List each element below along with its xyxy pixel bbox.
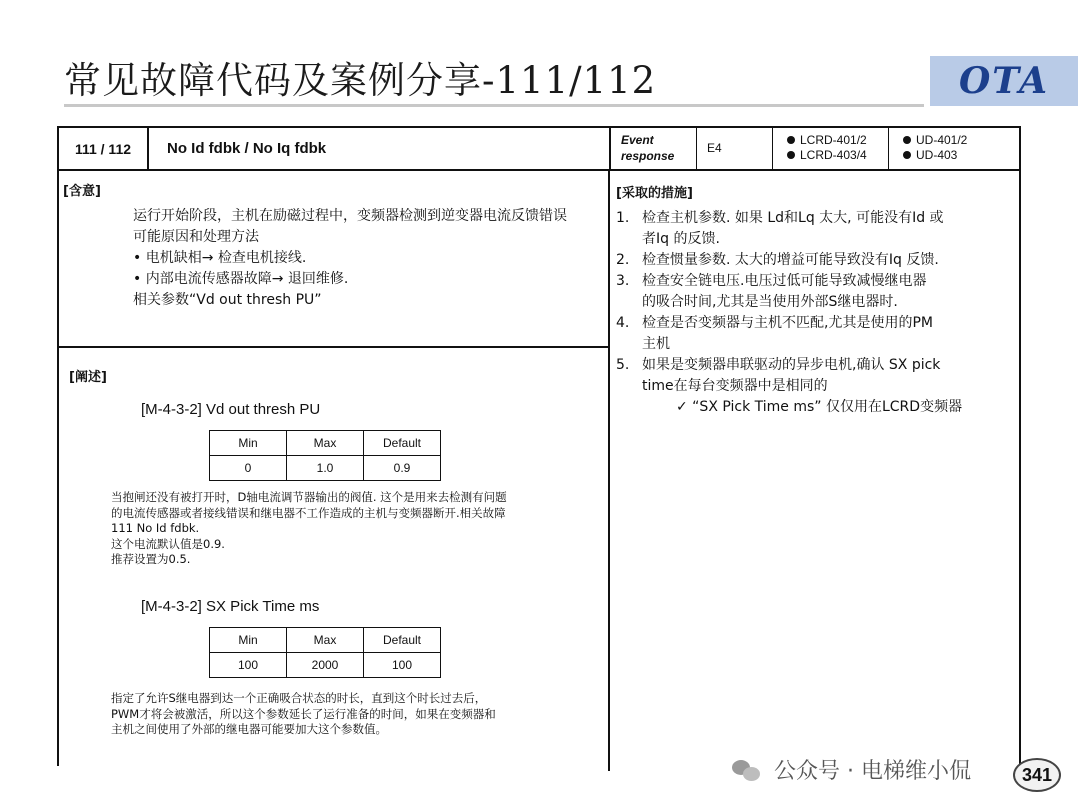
actions-label: [采取的措施] xyxy=(616,186,693,201)
explain-label: [阐述] xyxy=(69,370,107,385)
section-divider xyxy=(59,346,610,348)
meaning-line: 相关参数“Vd out thresh PU” xyxy=(133,292,322,308)
table-cell: 0 xyxy=(210,456,287,481)
table-cell: Min xyxy=(210,431,287,456)
column-divider xyxy=(608,171,610,771)
wechat-icon xyxy=(732,758,762,782)
bullet-icon xyxy=(903,151,911,159)
note-line: 111 No Id fdbk. xyxy=(111,521,200,535)
note-line: 主机之间使用了外部的继电器可能要加大这个参数值。 xyxy=(111,722,387,736)
page-number: 341 xyxy=(1013,758,1061,792)
fault-sheet xyxy=(57,126,1021,766)
bullet-icon xyxy=(903,136,911,144)
table-header-row xyxy=(210,431,441,456)
action-subnote: ✓ “SX Pick Time ms” 仅仅用在LCRD变频器 xyxy=(676,399,963,415)
list-item: 2. 检查惯量参数. 太大的增益可能导致没有Iq 反馈. xyxy=(616,250,1016,271)
param1-title: [M-4-3-2] Vd out thresh PU xyxy=(141,401,321,418)
meaning-line: • 电机缺相→ 检查电机接线. xyxy=(133,250,307,266)
item-number: 3. xyxy=(616,273,630,289)
table-cell: 0.9 xyxy=(364,456,441,481)
fault-header-row xyxy=(59,128,1019,171)
actions-list xyxy=(616,208,1016,418)
table-cell: 100 xyxy=(210,653,287,678)
list-item: 1. 检查主机参数. 如果 Ld和Lq 太大, 可能没有Id 或 者Iq 的反馈. xyxy=(616,208,1016,250)
note-line: 指定了允许S继电器到达一个正确吸合状态的时长，直到这个时长过去后， xyxy=(111,691,487,705)
lcrd-models xyxy=(773,128,889,169)
ota-logo xyxy=(930,56,1078,106)
meaning-line: • 内部电流传感器故障→ 退回维修. xyxy=(133,271,349,287)
bullet-icon xyxy=(787,136,795,144)
item-number: 5. xyxy=(616,357,630,373)
event-label-line1: Event xyxy=(621,133,654,147)
table-row xyxy=(210,456,441,481)
watermark-text: 公众号 · 电梯维小侃 xyxy=(774,759,971,784)
table-cell: Default xyxy=(364,431,441,456)
note-line: 的电流传感器或者接线错误和继电器不工作造成的主机与变频器断开.相关故障 xyxy=(111,505,506,520)
note-line: 推荐设置为0.5. xyxy=(111,552,191,566)
table-cell: Max xyxy=(287,628,364,653)
fault-name: No Id fdbk / No Iq fdbk xyxy=(167,140,327,157)
meaning-label: [含意] xyxy=(63,184,101,199)
list-item: 5. 如果是变频器串联驱动的异步电机,确认 SX pick time在每台变频器中是相同的 xyxy=(616,355,1016,397)
param2-title: [M-4-3-2] SX Pick Time ms xyxy=(141,598,320,615)
param2-note xyxy=(111,691,591,738)
table-cell: Min xyxy=(210,628,287,653)
title-underline xyxy=(64,104,924,107)
table-cell: Default xyxy=(364,628,441,653)
item-number: 2. xyxy=(616,252,630,268)
event-response-label xyxy=(609,128,697,169)
note-line: 这个电流默认值是0.9. xyxy=(111,536,225,551)
table-header-row xyxy=(210,628,441,653)
table-cell: Max xyxy=(287,431,364,456)
param1-note xyxy=(111,490,591,568)
event-response-value: E4 xyxy=(697,128,773,169)
meaning-text xyxy=(133,206,603,311)
list-item: 4. 检查是否变频器与主机不匹配,尤其是使用的PM 主机 xyxy=(616,313,1016,355)
ud-item: UD-403 xyxy=(903,148,1019,163)
item-number: 1. xyxy=(616,210,630,226)
event-label-line2: response xyxy=(621,149,675,163)
fault-code: 111 / 112 xyxy=(59,128,149,169)
param2-table xyxy=(209,627,441,678)
item-number: 4. xyxy=(616,315,630,331)
lcrd-item: LCRD-403/4 xyxy=(787,148,888,163)
note-line: PWM才将会被激活，所以这个参数延长了运行准备的时间，如果在变频器和 xyxy=(111,706,496,721)
ud-models xyxy=(889,128,1019,169)
list-item: 3. 检查安全链电压.电压过低可能导致减慢继电器 的吸合时间,尤其是当使用外部S继电器时. xyxy=(616,271,1016,313)
lcrd-item: LCRD-401/2 xyxy=(787,133,888,148)
table-cell: 2000 xyxy=(287,653,364,678)
page-title: 常见故障代码及案例分享-111/112 xyxy=(64,59,657,102)
ud-item: UD-401/2 xyxy=(903,133,1019,148)
meaning-line: 可能原因和处理方法 xyxy=(133,229,259,245)
bullet-icon xyxy=(787,151,795,159)
param1-table xyxy=(209,430,441,481)
note-line: 当抱闸还没有被打开时，D轴电流调节器输出的阀值. 这个是用来去检测有问题 xyxy=(111,490,507,504)
table-cell: 1.0 xyxy=(287,456,364,481)
watermark xyxy=(732,754,971,785)
meaning-line: 运行开始阶段，主机在励磁过程中，变频器检测到逆变器电流反馈错误 xyxy=(133,208,567,224)
table-cell: 100 xyxy=(364,653,441,678)
logo-text: OTA xyxy=(958,60,1050,102)
table-row xyxy=(210,653,441,678)
